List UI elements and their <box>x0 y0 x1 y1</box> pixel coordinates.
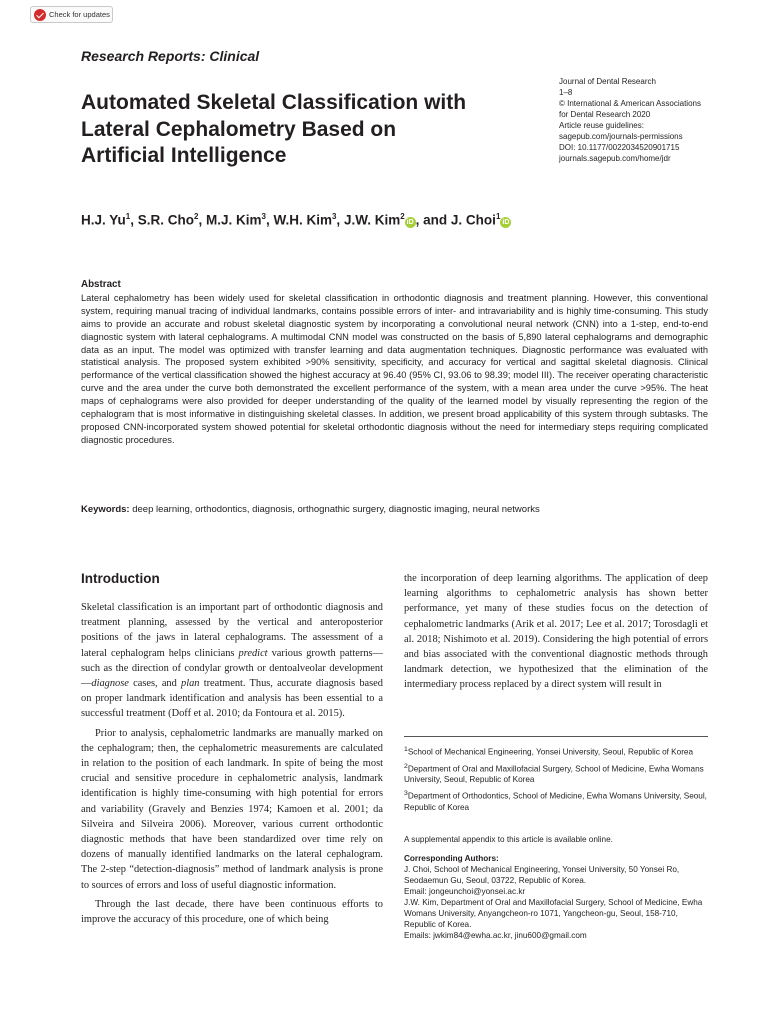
author-separator: , <box>198 212 206 228</box>
author-affiliation-mark: 1 <box>125 212 131 221</box>
badge-label: Check for updates <box>49 10 110 19</box>
emphasis-text: diagnose <box>91 678 129 690</box>
affiliation <box>404 761 708 786</box>
author-affiliation-mark: 3 <box>331 212 337 221</box>
author-affiliation-mark: 2 <box>400 212 405 221</box>
intro-paragraph-2: Prior to analysis, cephalometric landmarks are manually marked on the cephalogram; then, the cephalometric measurements are calculated in relation to the position of each landmark. In spite of being the most crucial and sensitive procedure in cephalometric analysis, landmark identification is highly time-consuming with high potential for errors and variability (Gravely and Benzies 1974; Kamoen et al. 2001; da Silveira and Silveira 2006). Moreover, various current orthodontic diagnostic methods that have been standardized over time rely on dozens of manually identified landmarks on the lateral cephalogram. The 2-step “detection-diagnosis” method of landmark analysis is prone to sources of errors and loss of useful diagnostic information. <box>81 727 383 891</box>
abstract-heading: Abstract <box>81 279 121 290</box>
footnote-divider <box>404 736 708 737</box>
affiliation-mark: 2 <box>404 762 408 770</box>
author-separator: , <box>130 212 138 228</box>
corresponding-line: Email: jongeunchoi@yonsei.ac.kr <box>404 887 526 896</box>
abstract-body: Lateral cephalometry has been widely used for skeletal classification in orthodontic diagnosis and treatment planning. However, this conventional system, requiring manual tracing of individual landmarks, contains possible errors of inter- and intravariability and is highly time-consuming. This study aims to provide an accurate and robust skeletal diagnostic system by incorporating a convolutional neural network (CNN) into a 1-step, end-to-end diagnostic system with lateral cephalograms. A multimodal CNN model was constructed on the basis of 5,890 lateral cephalograms and demographic data as an input. The model was optimized with transfer learning and data augmentation techniques. Diagnostic performance was evaluated with statistical analysis. The proposed system exhibited >90% sensitivity, specificity, and accuracy for vertical and sagittal skeletal diagnosis. Clinical performance of the vertical classification showed the highest accuracy at 96.40 (95% CI, 93.06 to 98.39; model III). The receiver operating characteristic curve and the area under the curve both demonstrated the excellent performance of the system, with a mean area under the curve >95%. The heat maps of cephalograms were also provided for deeper understanding of the quality of the learned model by visually representing the region of the cephalogram that is most informative in distinguishing skeletal classes. In addition, we present broad applicability of this system through subtasks. The proposed CNN-incorporated system showed potential for skeletal orthodontic diagnosis without the need for intermediary steps requiring complicated diagnostic procedures. <box>81 292 708 445</box>
check-for-updates-badge[interactable] <box>30 6 113 23</box>
introduction-right-column: the incorporation of deep learning algorithms. The application of deep learning algorithms to cephalometric analysis has shown better performance, yet many of these studies focus on the detection of cephalometric landmarks (Arik et al. 2017; Lee et al. 2017; Torosdagli et al. 2018; Nishimoto et al. 2019). Considering the high potential of errors and bias associated with the conventional diagnostic methods through landmark detection, we hypothesized that the elimination of the intermediary process replaced by a direct system will result in <box>404 573 708 691</box>
emphasis-text: plan <box>181 678 200 690</box>
introduction-left-column <box>81 600 383 931</box>
corresponding-heading: Corresponding Authors: <box>404 854 499 863</box>
section-label: Research Reports: Clinical <box>81 48 260 64</box>
affiliation-text: School of Mechanical Engineering, Yonsei University, Seoul, Republic of Korea <box>407 747 694 757</box>
affiliation <box>404 788 708 813</box>
intro-paragraph-1 <box>81 600 383 722</box>
journal-info-line: © International & American Associations <box>559 99 701 108</box>
author-separator: , <box>265 212 274 228</box>
affiliation-text: Department of Orthodontics, School of Medicine, Ewha Womans University, Seoul, Republic of Korea <box>404 792 707 813</box>
text-run: various growth patterns—such as the direction of condylar growth or dentoalveolar development— <box>81 647 383 690</box>
author-affiliation-mark: 2 <box>194 212 199 221</box>
corresponding-authors <box>404 853 708 941</box>
journal-info-line: DOI: 10.1177/0022034520901715 <box>559 143 680 152</box>
corresponding-line: J. Choi, School of Mechanical Engineering, Yonsei University, 50 Yonsei Ro, Seodaemun Gu, Seoul, 03722, Republic of Korea. <box>404 865 680 885</box>
corresponding-line: Emails: jwkim84@ewha.ac.kr, jinu600@gmail.com <box>404 931 587 940</box>
author-list <box>81 212 511 228</box>
emphasis-text: predict <box>238 647 268 659</box>
abstract <box>81 279 708 447</box>
intro-paragraph-3: Through the last decade, there have been continuous efforts to improve the accuracy of this procedure, one of which being <box>81 898 383 926</box>
journal-info-line: 1–8 <box>559 88 573 97</box>
journal-info <box>559 76 759 164</box>
text-run: cases, and <box>128 678 182 690</box>
affiliations <box>404 744 708 816</box>
corresponding-lines <box>404 864 708 941</box>
affiliation-mark: 3 <box>404 790 408 798</box>
orcid-icon[interactable]: iD <box>406 218 414 226</box>
journal-info-line: journals.sagepub.com/home/jdr <box>559 154 671 163</box>
author-affiliation-mark: 1 <box>495 212 501 221</box>
keywords-label: Keywords: <box>81 504 130 515</box>
author-affiliation-mark: 3 <box>261 212 266 221</box>
author-name: W.H. Kim <box>273 212 332 228</box>
journal-info-line: Journal of Dental Research <box>559 77 656 86</box>
affiliation-mark: 1 <box>404 746 408 753</box>
supplement-note: A supplemental appendix to this article is available online. <box>404 835 613 844</box>
author-name: J.W. Kim <box>343 212 401 228</box>
affiliation-text: Department of Oral and Maxillofacial Surgery, School of Medicine, Ewha Womans University, Seoul, Republic of Korea <box>404 764 704 785</box>
text-run: Skeletal classification is an important part of orthodontic diagnosis and treatment planning, assessed by the vertical and anteroposterior positions of the jaws in lateral cephalograms. The assessment of a lateral cephalogram helps clinicians <box>81 602 383 659</box>
corresponding-line: J.W. Kim, Department of Oral and Maxillofacial Surgery, School of Medicine, Ewha Womans University, Anyangcheon-ro 1071, Yangcheon-gu, Seoul, 158-710, Republic of Korea. <box>404 898 703 929</box>
article-title: Automated Skeletal Classification with Lateral Cephalometry Based on Artificial Intelligence <box>81 91 467 167</box>
author-name: S.R. Cho <box>137 212 194 228</box>
keywords-text: deep learning, orthodontics, diagnosis, orthognathic surgery, diagnostic imaging, neural networks <box>132 504 540 515</box>
author-name: M.J. Kim <box>205 212 262 228</box>
journal-info-line: Article reuse guidelines: <box>559 121 644 130</box>
author-separator: , <box>336 212 344 228</box>
orcid-icon[interactable]: iD <box>502 218 510 226</box>
text-run: treatment. Thus, accurate diagnosis based on proper landmark identification and analysis has been essential to a successful treatment (Doff et al. 2010; da Fontoura et al. 2015). <box>81 678 383 720</box>
journal-info-line: sagepub.com/journals-permissions <box>559 132 683 141</box>
affiliation <box>404 744 708 758</box>
keywords <box>81 504 708 515</box>
author-separator: , and <box>415 212 451 228</box>
author-name: J. Choi <box>450 212 496 228</box>
check-circle-icon <box>34 9 46 21</box>
author-name: H.J. Yu <box>81 212 126 228</box>
introduction-heading: Introduction <box>81 571 160 586</box>
journal-info-line: for Dental Research 2020 <box>559 110 651 119</box>
